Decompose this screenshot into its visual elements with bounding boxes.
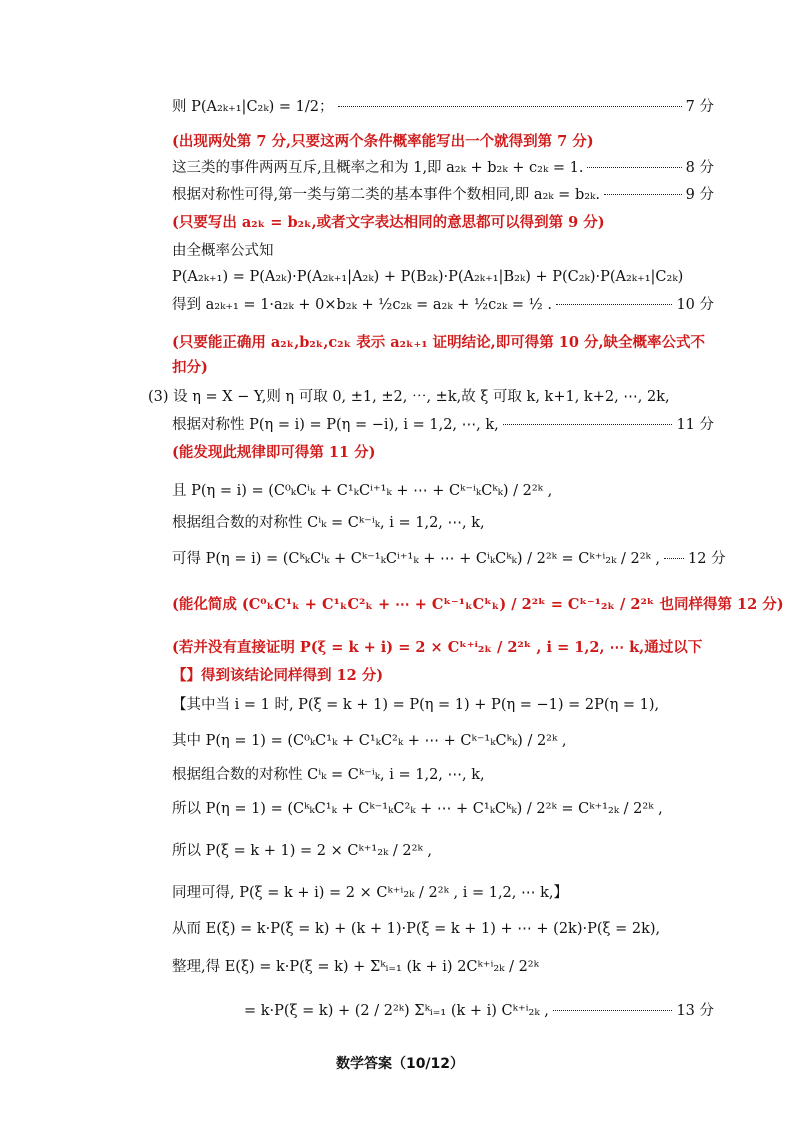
grading-note: (出现两处第 7 分,只要这两个条件概率能写出一个就得到第 7 分) xyxy=(172,133,594,150)
formula-line: 所以 P(η = 1) = (CᵏₖC¹ₖ + Cᵏ⁻¹ₖC²ₖ + ⋯ + C¹ₖCᵏₖ) / 2²ᵏ = Cᵏ⁺¹₂ₖ / 2²ᵏ , xyxy=(172,801,663,817)
part-3-intro: (3) 设 η = X − Y,则 η 可取 0, ±1, ±2, ⋯, ±k,故 ξ 可取 k, k+1, k+2, ⋯, 2k, xyxy=(148,389,670,405)
grading-note: (能化简成 (C⁰ₖC¹ₖ + C¹ₖC²ₖ + ⋯ + Cᵏ⁻¹ₖCᵏₖ) / 2²ᵏ = Cᵏ⁻¹₂ₖ / 2²ᵏ 也同样得第 12 分) xyxy=(172,596,784,613)
formula-line: 整理,得 E(ξ) = k·P(ξ = k) + Σᵏᵢ₌₁ (k + i) 2Cᵏ⁺ⁱ₂ₖ / 2²ᵏ xyxy=(172,959,539,975)
leader-dots xyxy=(556,304,672,305)
leader-dots xyxy=(503,424,673,425)
text-line: 【其中当 i = 1 时, P(ξ = k + 1) = P(η = 1) + P(η = −1) = 2P(η = 1), xyxy=(172,697,660,713)
score-mark: 8 分 xyxy=(685,160,714,176)
score-mark: 9 分 xyxy=(685,187,714,203)
line-text: 可得 P(η = i) = (CᵏₖCⁱₖ + Cᵏ⁻¹ₖCⁱ⁺¹ₖ + ⋯ + CⁱₖCᵏₖ) / 2²ᵏ = Cᵏ⁺ⁱ₂ₖ / 2²ᵏ , xyxy=(172,551,661,567)
text-line: 根据组合数的对称性 Cⁱₖ = Cᵏ⁻ⁱₖ, i = 1,2, ⋯, k, xyxy=(172,767,485,783)
formula-line: 所以 P(ξ = k + 1) = 2 × Cᵏ⁺¹₂ₖ / 2²ᵏ , xyxy=(172,843,432,859)
text-line: 由全概率公式知 xyxy=(172,243,274,259)
step-8 xyxy=(172,157,714,179)
formula-line: P(A₂ₖ₊₁) = P(A₂ₖ)·P(A₂ₖ₊₁|A₂ₖ) + P(B₂ₖ)·P(A₂ₖ₊₁|B₂ₖ) + P(C₂ₖ)·P(A₂ₖ₊₁|C₂ₖ) xyxy=(172,269,684,285)
score-mark: 11 分 xyxy=(676,417,714,433)
step-12 xyxy=(172,548,726,570)
step-11 xyxy=(172,414,714,436)
score-mark: 12 分 xyxy=(688,551,726,567)
line-text: 根据对称性可得,第一类与第二类的基本事件个数相同,即 a₂ₖ = b₂ₖ. xyxy=(172,187,600,203)
leader-dots xyxy=(553,1010,673,1011)
leader-dots xyxy=(338,106,682,107)
grading-note: (若并没有直接证明 P(ξ = k + i) = 2 × Cᵏ⁺ⁱ₂ₖ / 2²ᵏ , i = 1,2, ⋯ k,通过以下【】得到该结论同样得到 12 分) xyxy=(172,639,703,684)
line-text: 根据对称性 P(η = i) = P(η = −i), i = 1,2, ⋯, k, xyxy=(172,417,499,433)
text-line: 根据组合数的对称性 Cⁱₖ = Cᵏ⁻ⁱₖ, i = 1,2, ⋯, k, xyxy=(172,515,485,531)
leader-dots xyxy=(664,558,684,559)
formula-line: 从而 E(ξ) = k·P(ξ = k) + (k + 1)·P(ξ = k + 1) + ⋯ + (2k)·P(ξ = 2k), xyxy=(172,921,661,937)
leader-dots xyxy=(604,194,682,195)
step-7 xyxy=(172,96,714,118)
line-text: = k·P(ξ = k) + (2 / 2²ᵏ) Σᵏᵢ₌₁ (k + i) Cᵏ⁺ⁱ₂ₖ , xyxy=(244,1003,549,1019)
line-text: 得到 a₂ₖ₊₁ = 1·a₂ₖ + 0×b₂ₖ + ½c₂ₖ = a₂ₖ + ½c₂ₖ = ½ . xyxy=(172,297,552,313)
step-13 xyxy=(244,1000,714,1022)
line-text: 则 P(A₂ₖ₊₁|C₂ₖ) = 1/2； xyxy=(172,99,334,115)
grading-note: (能发现此规律即可得第 11 分) xyxy=(172,444,376,461)
formula-line: 其中 P(η = 1) = (C⁰ₖC¹ₖ + C¹ₖC²ₖ + ⋯ + Cᵏ⁻¹ₖCᵏₖ) / 2²ᵏ , xyxy=(172,733,567,749)
page-footer: 数学答案（10/12） xyxy=(335,1056,465,1072)
formula-line: 且 P(η = i) = (C⁰ₖCⁱₖ + C¹ₖCⁱ⁺¹ₖ + ⋯ + Cᵏ⁻ⁱₖCᵏₖ) / 2²ᵏ , xyxy=(172,483,553,499)
formula-line: 同理可得, P(ξ = k + i) = 2 × Cᵏ⁺ⁱ₂ₖ / 2²ᵏ , i = 1,2, ⋯ k,】 xyxy=(172,885,568,901)
score-mark: 7 分 xyxy=(685,99,714,115)
score-mark: 13 分 xyxy=(676,1003,714,1019)
leader-dots xyxy=(587,167,681,168)
grading-note: (只要能正确用 a₂ₖ,b₂ₖ,c₂ₖ 表示 a₂ₖ₊₁ 证明结论,即可得第 10 分,缺全概率公式不扣分) xyxy=(172,334,706,376)
grading-note: (只要写出 a₂ₖ = b₂ₖ,或者文字表达相同的意思都可以得到第 9 分) xyxy=(172,214,605,231)
score-mark: 10 分 xyxy=(676,297,714,313)
step-9 xyxy=(172,184,714,206)
step-10 xyxy=(172,294,714,316)
line-text: 这三类的事件两两互斥,且概率之和为 1,即 a₂ₖ + b₂ₖ + c₂ₖ = 1. xyxy=(172,160,584,176)
